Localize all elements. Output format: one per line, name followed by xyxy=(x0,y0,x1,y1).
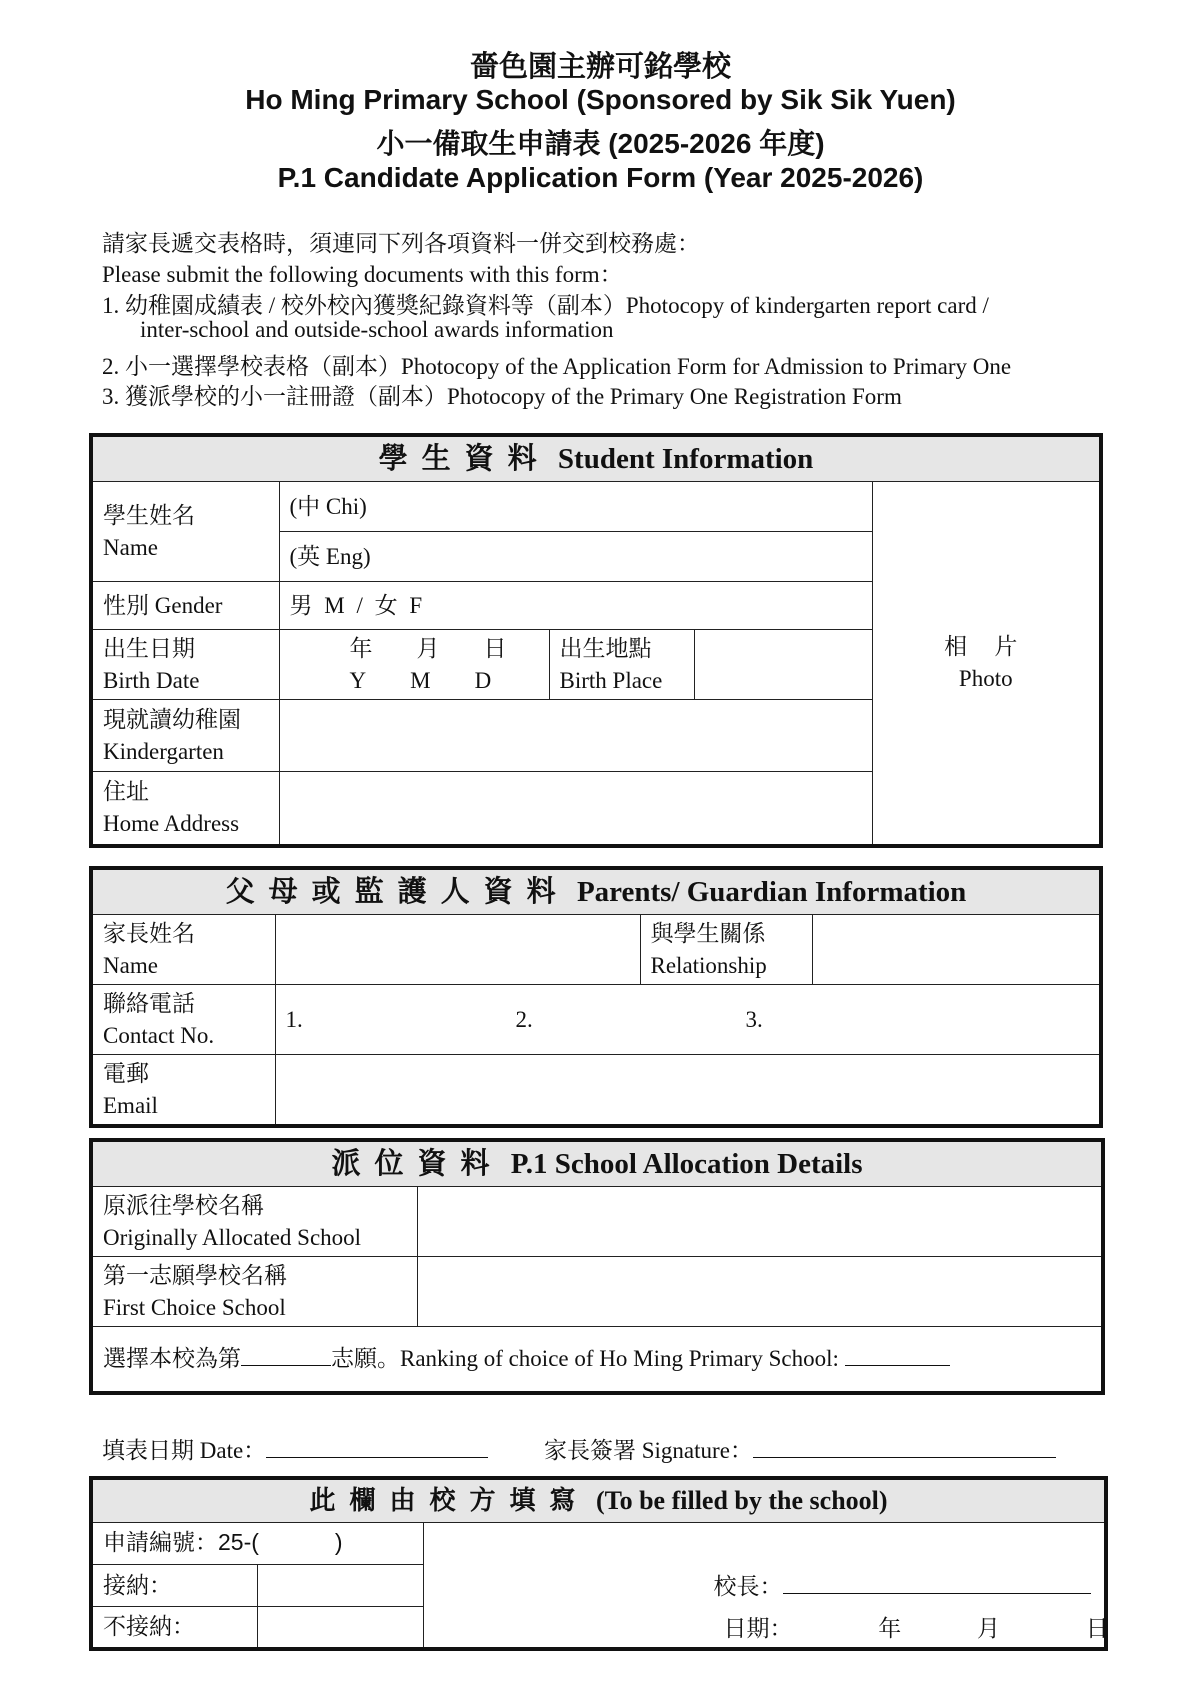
gender-label: 性別 Gender xyxy=(91,582,279,630)
signature-blank[interactable] xyxy=(753,1436,1056,1458)
ranking-chinese-blank[interactable] xyxy=(241,1344,331,1366)
photo-box: 相 片 Photo xyxy=(872,482,1101,846)
ranking-english-blank[interactable] xyxy=(845,1344,950,1366)
kindergarten-label: 現就讀幼稚園 Kindergarten xyxy=(91,700,279,772)
date-label: 填表日期 Date： xyxy=(102,1438,267,1463)
email-field[interactable] xyxy=(275,1055,1101,1127)
parent-name-field[interactable] xyxy=(275,915,640,985)
reject-label: 不接納： xyxy=(91,1607,257,1649)
kindergarten-field[interactable] xyxy=(279,700,872,772)
signature-row xyxy=(544,1432,1056,1465)
birth-date-field[interactable]: 年 月 日 Y M D xyxy=(279,630,549,700)
chinese-name-field[interactable]: (中 Chi) xyxy=(279,482,872,532)
document-item-1: 1. 幼稚園成績表 / 校外校內獲獎紀錄資料等（副本）Photocopy of kindergarten report card / xyxy=(102,293,989,318)
school-name-english: Ho Ming Primary School (Sponsored by Sik Sik Yuen) xyxy=(245,84,956,115)
document-item-2: 2. 小一選擇學校表格（副本）Photocopy of the Application Form for Admission to Primary One xyxy=(102,354,1012,379)
signature-label: 家長簽署 Signature： xyxy=(544,1438,753,1463)
date-blank[interactable] xyxy=(266,1436,488,1458)
document-item-1-continued: inter-school and outside-school awards information xyxy=(140,317,614,342)
document-item-3: 3. 獲派學校的小一註冊證（副本）Photocopy of the Primary One Registration Form xyxy=(102,384,902,409)
form-title-english: P.1 Candidate Application Form (Year 2025-2026) xyxy=(277,162,924,193)
principal-blank[interactable] xyxy=(783,1572,1091,1594)
parents-section-title: 父母或監護人資料 Parents/ Guardian Information xyxy=(91,868,1101,915)
allocation-section-title: 派位資料 P.1 School Allocation Details xyxy=(91,1140,1103,1187)
parent-name-label: 家長姓名 Name xyxy=(91,915,275,985)
parents-information-table xyxy=(89,866,1103,1128)
contact-number-field[interactable]: 1. 2. 3. xyxy=(275,985,1101,1055)
gender-options[interactable]: 男 M / 女 F xyxy=(279,582,872,630)
office-section-title: 此欄由校方填寫 (To be filled by the school) xyxy=(91,1478,1106,1522)
approval-date: 日期： 年 月 日 xyxy=(723,1615,1109,1642)
relationship-field[interactable] xyxy=(812,915,1101,985)
original-school-field[interactable] xyxy=(417,1187,1103,1257)
office-use-table xyxy=(89,1476,1108,1651)
home-address-field[interactable] xyxy=(279,772,872,846)
birth-place-label: 出生地點 Birth Place xyxy=(549,630,694,700)
birth-date-label: 出生日期 Birth Date xyxy=(91,630,279,700)
school-name-chinese: 嗇色園主辦可銘學校 xyxy=(469,49,731,83)
accept-field[interactable] xyxy=(257,1564,423,1606)
date-signature-row xyxy=(102,1432,488,1465)
instruction-chinese: 請家長遞交表格時，須連同下列各項資料一併交到校務處： xyxy=(102,231,700,256)
birth-place-field[interactable] xyxy=(694,630,872,700)
accept-label: 接納： xyxy=(91,1564,257,1606)
contact-number-label: 聯絡電話 Contact No. xyxy=(91,985,275,1055)
first-choice-field[interactable] xyxy=(417,1257,1103,1327)
english-name-field[interactable]: (英 Eng) xyxy=(279,532,872,582)
original-school-label: 原派往學校名稱 Originally Allocated School xyxy=(91,1187,417,1257)
email-label: 電郵 Email xyxy=(91,1055,275,1127)
principal-signature: 校長： xyxy=(714,1571,1091,1603)
ranking-row: 選擇本校為第 志願。Ranking of choice of Ho Ming Primary School: xyxy=(91,1327,1103,1393)
allocation-details-table xyxy=(89,1138,1105,1395)
principal-approval-area xyxy=(423,1522,1109,1649)
student-section-title: 學生資料 Student Information xyxy=(91,435,1101,482)
first-choice-label: 第一志願學校名稱 First Choice School xyxy=(91,1257,417,1327)
form-title-chinese: 小一備取生申請表 (2025-2026 年度) xyxy=(376,128,825,159)
reject-field[interactable] xyxy=(257,1607,423,1649)
application-number: 申請編號：25-( ) xyxy=(91,1522,423,1564)
relationship-label: 與學生關係 Relationship xyxy=(640,915,812,985)
student-information-table xyxy=(89,433,1103,848)
instruction-english: Please submit the following documents with this form： xyxy=(102,262,623,287)
home-address-label: 住址 Home Address xyxy=(91,772,279,846)
student-name-label: 學生姓名 Name xyxy=(91,482,279,582)
